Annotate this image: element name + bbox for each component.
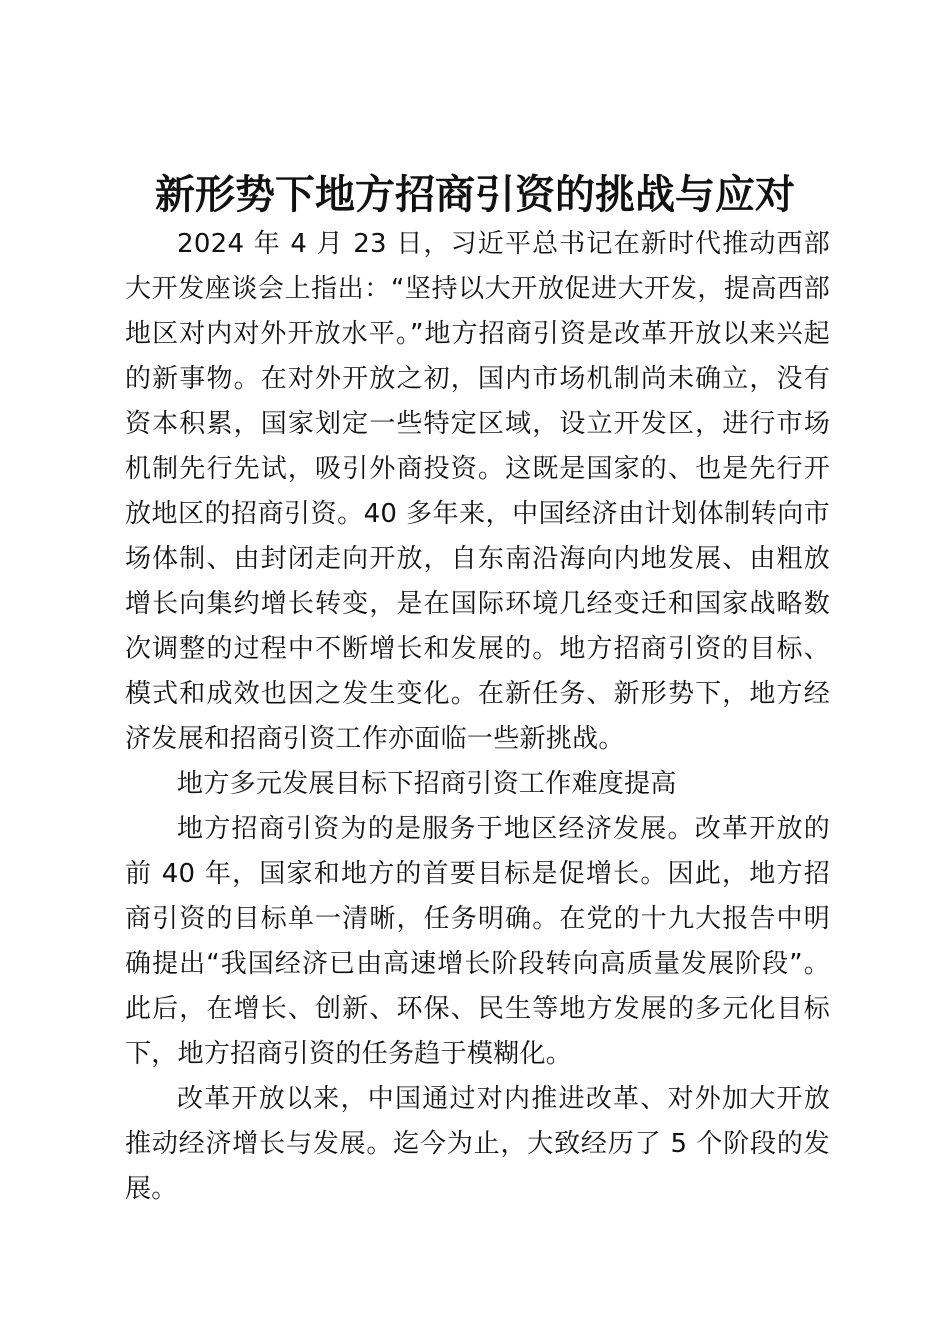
paragraph-goals: 地方招商引资为的是服务于地区经济发展。改革开放的前 40 年，国家和地方的首要目标是促增长。因此，地方招商引资的目标单一清晰，任务明确。在党的十九大报告中明确提出“我国经济已由高速增长阶段转向高质量发展阶段”。此后，在增长、创新、环保、民生等地方发展的多元化目标下，地方招商引资的任务趋于模糊化。 (125, 814, 830, 1069)
section-heading: 地方多元发展目标下招商引资工作难度提高 (177, 769, 677, 799)
document-body (125, 222, 830, 1212)
paragraph-stages: 改革开放以来，中国通过对内推进改革、对外加大开放推动经济增长与发展。迄今为止，大致经历了 5 个阶段的发展。 (125, 1084, 830, 1204)
document-title: 新形势下地方招商引资的挑战与应对 (155, 171, 795, 218)
paragraph-intro: 2024 年 4 月 23 日，习近平总书记在新时代推动西部大开发座谈会上指出：“坚持以大开放促进大开发，提高西部地区对内对外开放水平。”地方招商引资是改革开放以来兴起的新事物。在对外开放之初，国内市场机制尚未确立，没有资本积累，国家划定一些特定区域，设立开发区，进行市场机制先行先试，吸引外商投资。这既是国家的、也是先行开放地区的招商引资。40 多年来，中国经济由计划体制转向市场体制、由封闭走向开放，自东南沿海向内地发展、由粗放增长向集约增长转变，是在国际环境几经变迁和国家战略数次调整的过程中不断增长和发展的。地方招商引资的目标、模式和成效也因之发生变化。在新任务、新形势下，地方经济发展和招商引资工作亦面临一些新挑战。 (125, 229, 830, 754)
